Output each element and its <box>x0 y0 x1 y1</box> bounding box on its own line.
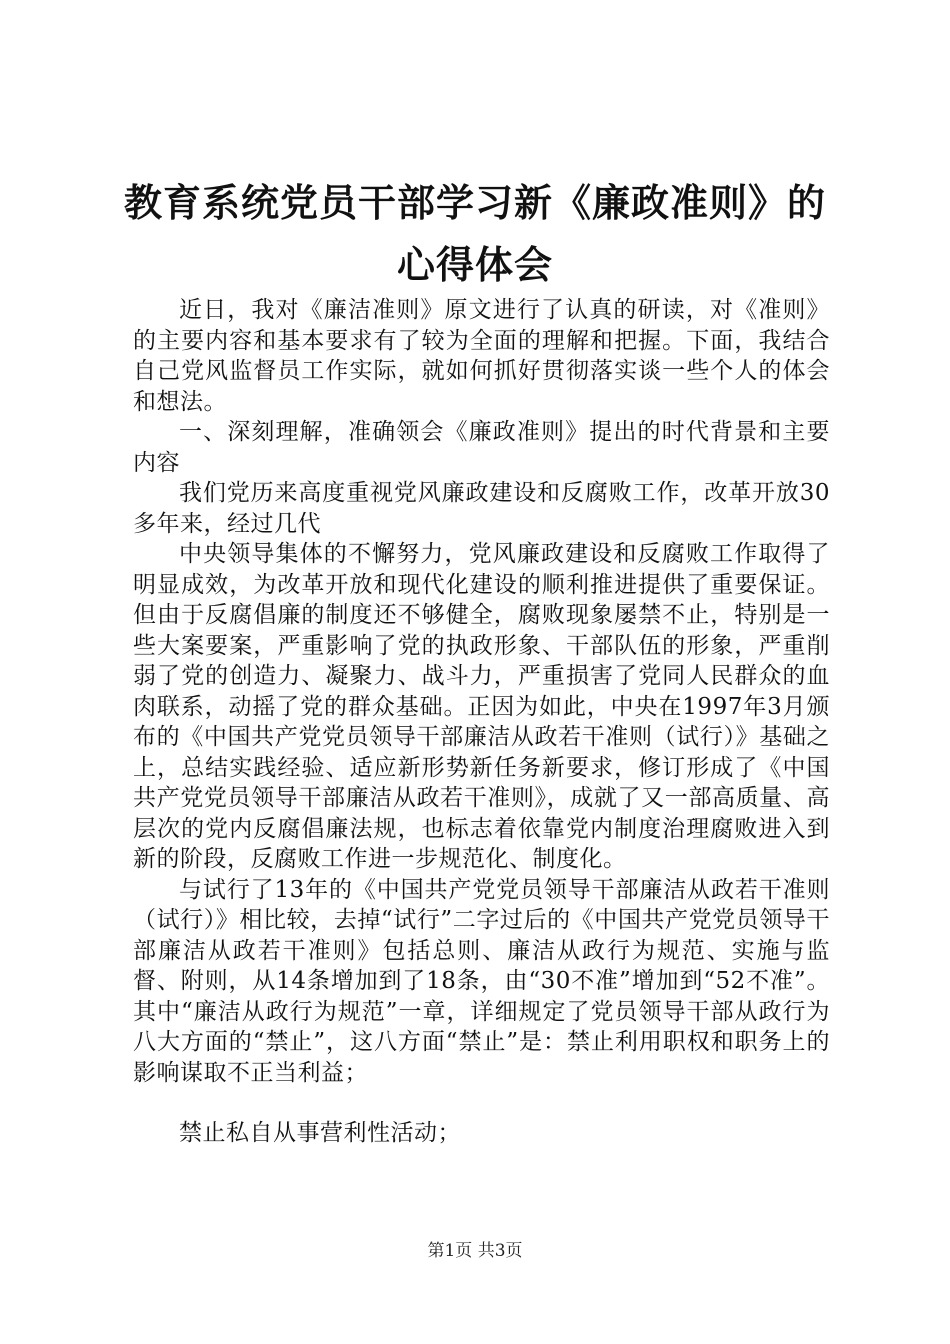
paragraph-background-continued: 中央领导集体的不懈努力，党风廉政建设和反腐败工作取得了明显成效，为改革开放和现代化建设的顺利推进提供了重要保证。但由于反腐倡廉的制度还不够健全，腐败现象屡禁不止，特别是一些大案要案，严重影响了党的执政形象、干部队伍的形象，严重削弱了党的创造力、凝聚力、战斗力，严重损害了党同人民群众的血肉联系，动摇了党的群众基础。正因为如此，中央在1997年3月颁布的《中国共产党党员领导干部廉洁从政若干准则（试行）》基础之上，总结实践经验、适应新形势新任务新要求，修订形成了《中国共产党党员领导干部廉洁从政若干准则》，成就了又一部高质量、高层次的党内反腐倡廉法规，也标志着依靠党内制度治理腐败进入到新的阶段，反腐败工作进一步规范化、制度化。 <box>133 541 830 872</box>
document-title: 教育系统党员干部学习新《廉政准则》的心得体会 <box>123 180 826 287</box>
paragraph-comparison: 与试行了13年的《中国共产党党员领导干部廉洁从政若干准则（试行）》相比较，去掉“试行”二字过后的《中国共产党党员领导干部廉洁从政若干准则》包括总则、廉洁从政行为规范、实施与监督、附则，从14条增加到了18条，由“30不准”增加到“52不准”。其中“廉洁从政行为规范”一章，详细规定了党员领导干部从政行为八大方面的“禁止”，这八方面“禁止”是：禁止利用职权和职务上的影响谋取不正当利益； <box>133 876 830 1086</box>
paragraph-intro: 近日，我对《廉洁准则》原文进行了认真的研读，对《准则》的主要内容和基本要求有了较为全面的理解和把握。下面，我结合自己党风监督员工作实际，就如何抓好贯彻落实谈一些个人的体会和想法。 <box>133 297 830 415</box>
paragraph-background: 我们党历来高度重视党风廉政建设和反腐败工作，改革开放30多年来，经过几代 <box>133 480 830 537</box>
document-body <box>133 295 830 1149</box>
paragraph-section-heading: 一、深刻理解，准确领会《廉政准则》提出的时代背景和主要内容 <box>133 419 830 476</box>
page-footer: 第1页 共3页 <box>427 1241 523 1261</box>
paragraph-prohibition: 禁止私自从事营利性活动； <box>179 1120 461 1146</box>
